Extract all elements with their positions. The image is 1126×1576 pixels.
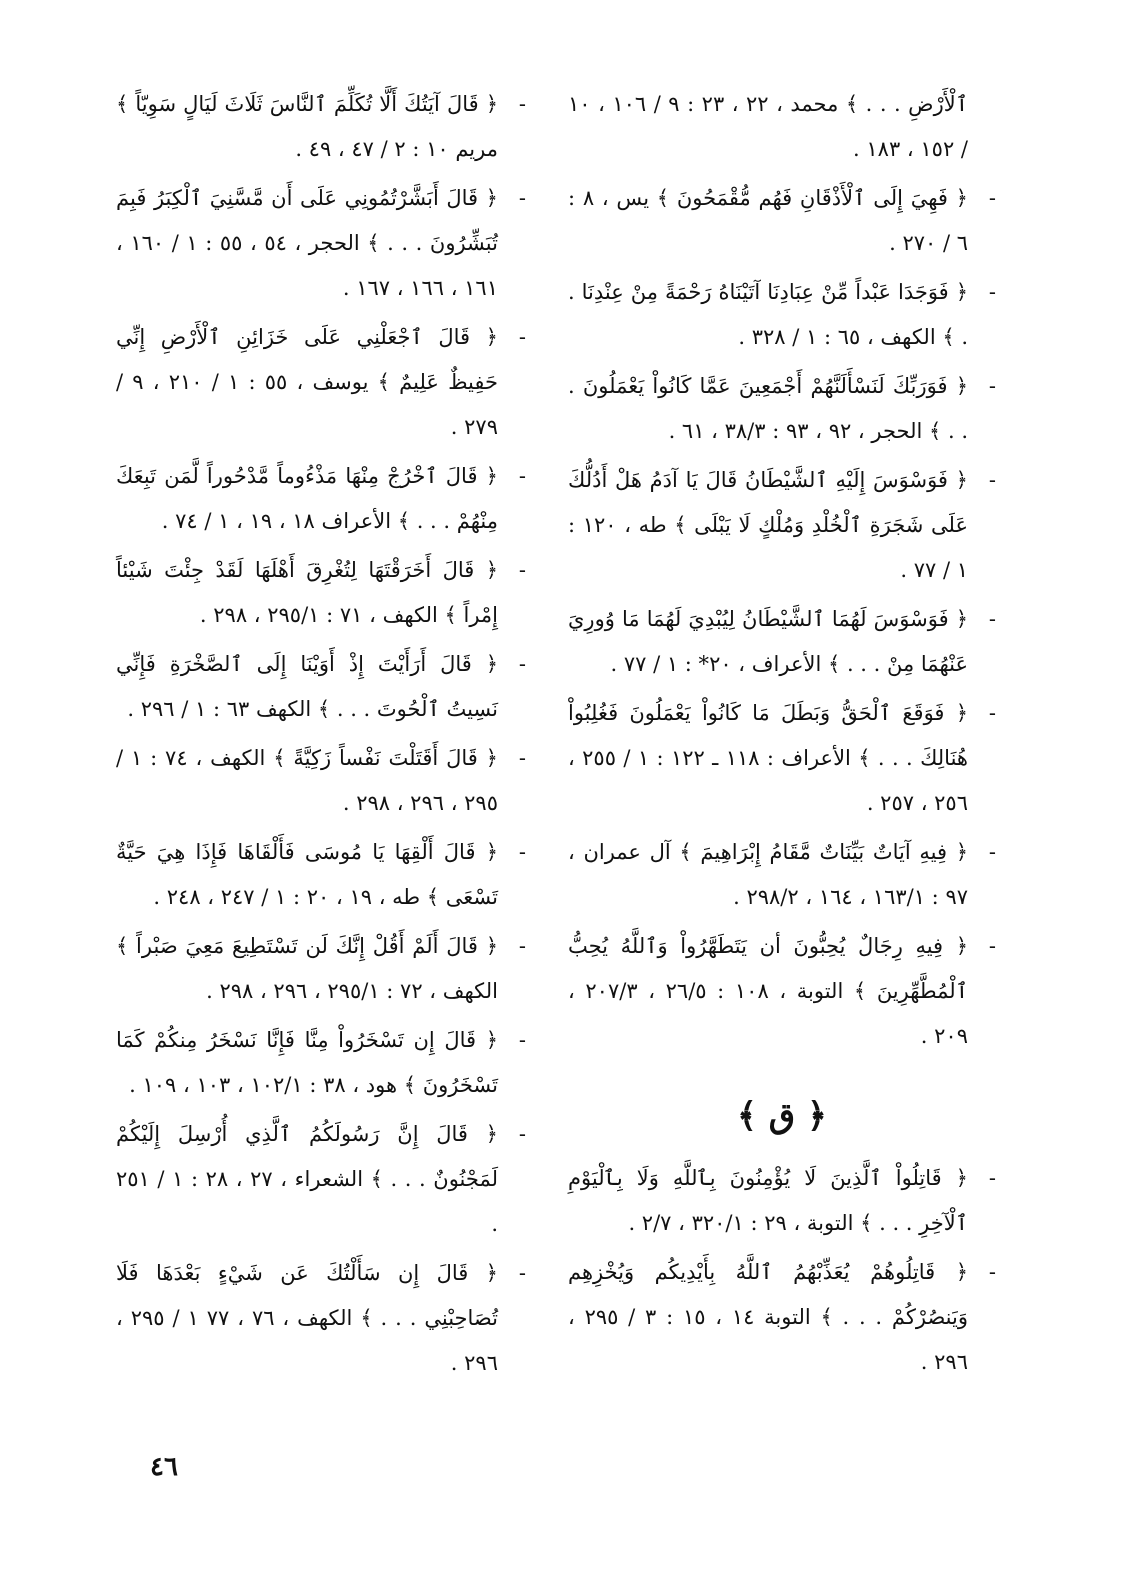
- index-entry: [116, 454, 526, 544]
- index-entry: [116, 736, 526, 826]
- index-entry: [116, 830, 526, 920]
- index-entry: [568, 830, 996, 920]
- entry-text: ﴿ قَالَ ٱجْعَلْنِي عَلَى خَزَائِنِ ٱلْأَرْضِ إِنِّي حَفِيظٌ عَلِيمٌ ﴾ يوسف ، ٥٥ : ١ / ٢١٠ ، ٩ / ٢٧٩ .: [116, 325, 498, 439]
- entry-dash: -: [518, 652, 526, 676]
- entry-dash: -: [988, 280, 996, 304]
- section-heading: ﴿ ق ﴾: [737, 1096, 827, 1136]
- entry-text: ﴿ فَوَرَبِّكَ لَنَسْأَلَنَّهُمْ أَجْمَعِينَ عَمَّا كَانُواْ يَعْمَلُونَ . . . ﴾ الحجر ، ٩٢ ، ٩٣ : ٣٨/٣ ، ٦١ .: [568, 374, 968, 443]
- index-entry: [116, 315, 526, 450]
- entry-text: ﴿ قَالَ أَقَتَلْتَ نَفْساً زَكِيَّةً ﴾ الكهف ، ٧٤ : ١ / ٢٩٥ ، ٢٩٦ ، ٢٩٨ .: [116, 746, 498, 815]
- entry-dash: -: [988, 374, 996, 398]
- index-entry: [568, 1156, 996, 1246]
- right-column: [568, 82, 996, 1389]
- entry-dash: -: [988, 701, 996, 725]
- index-entry: [116, 82, 526, 172]
- index-entry: [568, 924, 996, 1059]
- entry-text: ﴿ قَالَ إِن سَأَلْتُكَ عَن شَيْءٍ بَعْدَهَا فَلَا تُصَاحِبْنِي . . . ﴾ الكهف ، ٧٦ ، ٧٧ ١ / ٢٩٥ ، ٢٩٦ .: [116, 1261, 498, 1375]
- continuation-entry: ٱلْأَرْضِ . . . ﴾ محمد ، ٢٢ ، ٢٣ : ٩ / ١٠٦ ، ١٠ / ١٥٢ ، ١٨٣ .: [568, 92, 968, 161]
- entry-text: ﴿ فَوَجَدَا عَبْداً مِّنْ عِبَادِنَا آتَيْنَاهُ رَحْمَةً مِنْ عِنْدِنَا . . ﴾ الكهف ، ٦٥ : ١ / ٣٢٨ .: [568, 280, 968, 349]
- index-entry: [116, 1112, 526, 1247]
- entry-dash: -: [988, 1166, 996, 1190]
- entry-dash: -: [518, 934, 526, 958]
- entry-text: ﴿ فَوَسْوَسَ لَهُمَا ٱلشَّيْطَانُ لِيُبْدِيَ لَهُمَا مَا وُورِيَ عَنْهُمَا مِنْ . . . ﴾ الأعراف ، ٢٠* : ١ / ٧٧ .: [568, 607, 968, 676]
- entry-dash: -: [988, 468, 996, 492]
- index-entry: [568, 176, 996, 266]
- entry-text: ﴿ قَالَ أَلْقِهَا يَا مُوسَى فَأَلْقَاهَا فَإِذَا هِيَ حَيَّةٌ تَسْعَى ﴾ طه ، ١٩ ، ٢٠ : ١ / ٢٤٧ ، ٢٤٨ .: [116, 840, 498, 909]
- index-entry: [568, 691, 996, 826]
- index-entry: [568, 597, 996, 687]
- index-entry: [116, 548, 526, 638]
- entry-text: ﴿ قَالَ أَبَشَّرْتُمُونِي عَلَى أَن مَّسَّنِيَ ٱلْكِبَرُ فَبِمَ تُبَشِّرُونَ . . . ﴾ الحجر ، ٥٤ ، ٥٥ : ١ / ١٦٠ ، ١٦١ ، ١٦٦ ، ١٦٧ .: [116, 186, 498, 300]
- entry-dash: -: [988, 840, 996, 864]
- entry-dash: -: [518, 186, 526, 210]
- index-entry: [568, 458, 996, 593]
- entry-text: ﴿ فَوَسْوَسَ إِلَيْهِ ٱلشَّيْطَانُ قَالَ يَا آدَمُ هَلْ أَدُلُّكَ عَلَى شَجَرَةِ ٱلْخُلْدِ وَمُلْكٍ لَا يَبْلَى ﴾ طه ، ١٢٠ : ١ / ٧٧ .: [568, 468, 968, 582]
- index-entry: [568, 364, 996, 454]
- page-number: ٤٦: [150, 1452, 178, 1482]
- index-entry: [116, 176, 526, 311]
- entry-dash: -: [518, 1028, 526, 1052]
- index-entry: [568, 270, 996, 360]
- entry-text: ﴿ قَالَ آيَتُكَ أَلَّا تُكَلِّمَ ٱلنَّاسَ ثَلَاثَ لَيَالٍ سَوِيّاً ﴾ مريم ١٠ : ٢ / ٤٧ ، ٤٩ .: [116, 92, 498, 161]
- entry-text: ﴿ قَالَ إِن تَسْخَرُواْ مِنَّا فَإِنَّا نَسْخَرُ مِنكُمْ كَمَا تَسْخَرُونَ ﴾ هود ، ٣٨ : ١٠٢/١ ، ١٠٣ ، ١٠٩ .: [116, 1028, 498, 1097]
- entry-dash: -: [988, 186, 996, 210]
- entry-text: ﴿ قَاتِلُواْ ٱلَّذِينَ لَا يُؤْمِنُونَ بِٱللَّهِ وَلَا بِٱلْيَوْمِ ٱلْآخِرِ . . . ﴾ التوبة ، ٢٩ : ٣٢٠/١ ، ٢/٧ .: [568, 1166, 968, 1235]
- left-column: [116, 82, 526, 1390]
- entry-dash: -: [518, 92, 526, 116]
- entry-dash: -: [988, 607, 996, 631]
- index-entry: [116, 1251, 526, 1386]
- entry-dash: -: [518, 840, 526, 864]
- entry-text: ﴿ قَالَ أَخَرَقْتَهَا لِتُغْرِقَ أَهْلَهَا لَقَدْ جِئْتَ شَيْئاً إِمْراً ﴾ الكهف ، ٧١ : ٢٩٥/١ ، ٢٩٨ .: [116, 558, 498, 627]
- entry-dash: -: [988, 934, 996, 958]
- entry-text: ﴿ فَهِيَ إِلَى ٱلْأَذْقَانِ فَهُم مُّقْمَحُونَ ﴾ يس ، ٨ : ٦ / ٢٧٠ .: [568, 186, 968, 255]
- entry-text: ﴿ قَالَ أَرَأَيْتَ إِذْ أَوَيْنَا إِلَى ٱلصَّخْرَةِ فَإِنِّي نَسِيتُ ٱلْحُوتَ . . . ﴾ الكهف ٦٣ : ١ / ٢٩٦ .: [116, 652, 498, 721]
- index-entry: [568, 1250, 996, 1385]
- entry-text: ﴿ فِيهِ آيَاتٌ بَيِّنَاتٌ مَّقَامُ إِبْرَاهِيمَ ﴾ آل عمران ، ٩٧ : ١٦٣/١ ، ١٦٤ ، ٢٩٨/٢ .: [568, 840, 968, 909]
- entry-text: ﴿ قَاتِلُوهُمْ يُعَذِّبْهُمُ ٱللَّهُ بِأَيْدِيكُم وَيُخْزِهِم وَيَنصُرْكُمْ . . . ﴾ التوبة ١٤ ، ١٥ : ٣ / ٢٩٥ ، ٢٩٦ .: [568, 1260, 968, 1374]
- entry-dash: -: [518, 464, 526, 488]
- entry-dash: -: [518, 1122, 526, 1146]
- entry-text: ﴿ فَوَقَعَ ٱلْحَقُّ وَبَطَلَ مَا كَانُواْ يَعْمَلُونَ فَغُلِبُواْ هُنَالِكَ . . . ﴾ الأعراف : ١١٨ ـ ١٢٢ : ١ / ٢٥٥ ، ٢٥٦ ، ٢٥٧ .: [568, 701, 968, 815]
- entry-dash: -: [988, 1260, 996, 1284]
- entry-dash: -: [518, 746, 526, 770]
- entry-text: ﴿ قَالَ إِنَّ رَسُولَكُمُ ٱلَّذِي أُرْسِلَ إِلَيْكُمْ لَمَجْنُونٌ . . . ﴾ الشعراء ، ٢٧ ، ٢٨ : ١ / ٢٥١ .: [116, 1122, 498, 1236]
- entry-dash: -: [518, 325, 526, 349]
- entry-text: ﴿ قَالَ أَلَمْ أَقُلْ إِنَّكَ لَن تَسْتَطِيعَ مَعِيَ صَبْراً ﴾ الكهف ، ٧٢ : ٢٩٥/١ ، ٢٩٦ ، ٢٩٨ .: [116, 934, 498, 1003]
- entry-dash: -: [518, 558, 526, 582]
- entry-text: ﴿ قَالَ ٱخْرُجْ مِنْهَا مَذْءُوماً مَّدْحُوراً لَّمَن تَبِعَكَ مِنْهُمْ . . . ﴾ الأعراف ١٨ ، ١٩ ، ١ / ٧٤ .: [116, 464, 498, 533]
- entry-text: ﴿ فِيهِ رِجَالٌ يُحِبُّونَ أن يَتَطَهَّرُواْ وَٱللَّهُ يُحِبُّ ٱلْمُطَّهِّرِينَ ﴾ التوبة ، ١٠٨ : ٢٦/٥ ، ٢٠٧/٣ ، ٢٠٩ .: [568, 934, 968, 1048]
- index-entry: [116, 642, 526, 732]
- index-entry: [116, 924, 526, 1014]
- index-entry: [116, 1018, 526, 1108]
- entry-dash: -: [518, 1261, 526, 1285]
